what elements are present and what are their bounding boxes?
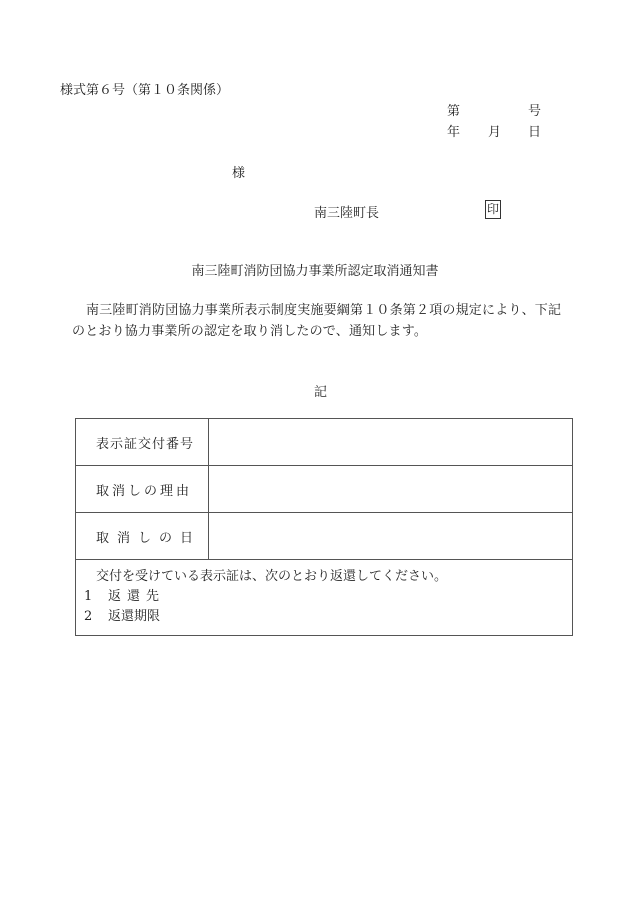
notes-item (84, 587, 572, 607)
date-month-label: 月 (488, 125, 502, 140)
row-value-field[interactable] (209, 419, 573, 466)
notes-item (84, 607, 572, 627)
form-id: 様式第６号（第１０条関係） (60, 83, 230, 98)
table-row (76, 466, 573, 513)
notes-row (76, 560, 573, 636)
info-table (75, 418, 573, 636)
document-number-label: 第 (447, 104, 461, 119)
document-number-suffix: 号 (528, 104, 542, 119)
notes-item-number: 2 (84, 609, 93, 624)
table-row (76, 513, 573, 560)
table-row (76, 419, 573, 466)
return-instructions (76, 560, 573, 636)
notes-item-number: 1 (84, 589, 93, 604)
date-year-label: 年 (447, 125, 461, 140)
row-label: 取消しの理由 (76, 466, 209, 513)
notes-item-label: 返還期限 (108, 609, 161, 624)
row-label: 表示証交付番号 (76, 419, 209, 466)
row-value-field[interactable] (209, 513, 573, 560)
seal-stamp-icon: 印 (485, 200, 501, 219)
document-title: 南三陸町消防団協力事業所認定取消通知書 (191, 264, 439, 279)
notes-item-label: 返還先 (108, 589, 166, 604)
body-paragraph: 南三陸町消防団協力事業所表示制度実施要綱第１０条第２項の規定により、下記のとおり協力事業所の認定を取り消したので、通知します。 (72, 303, 562, 339)
sender-name: 南三陸町長 (314, 206, 380, 221)
addressee-suffix: 様 (232, 166, 246, 181)
date-day-label: 日 (528, 125, 542, 140)
notes-intro: 交付を受けている表示証は、次のとおり返還してください。 (96, 569, 448, 584)
row-value-field[interactable] (209, 466, 573, 513)
ki-heading: 記 (314, 385, 328, 400)
row-label: 取消しの日 (76, 513, 209, 560)
